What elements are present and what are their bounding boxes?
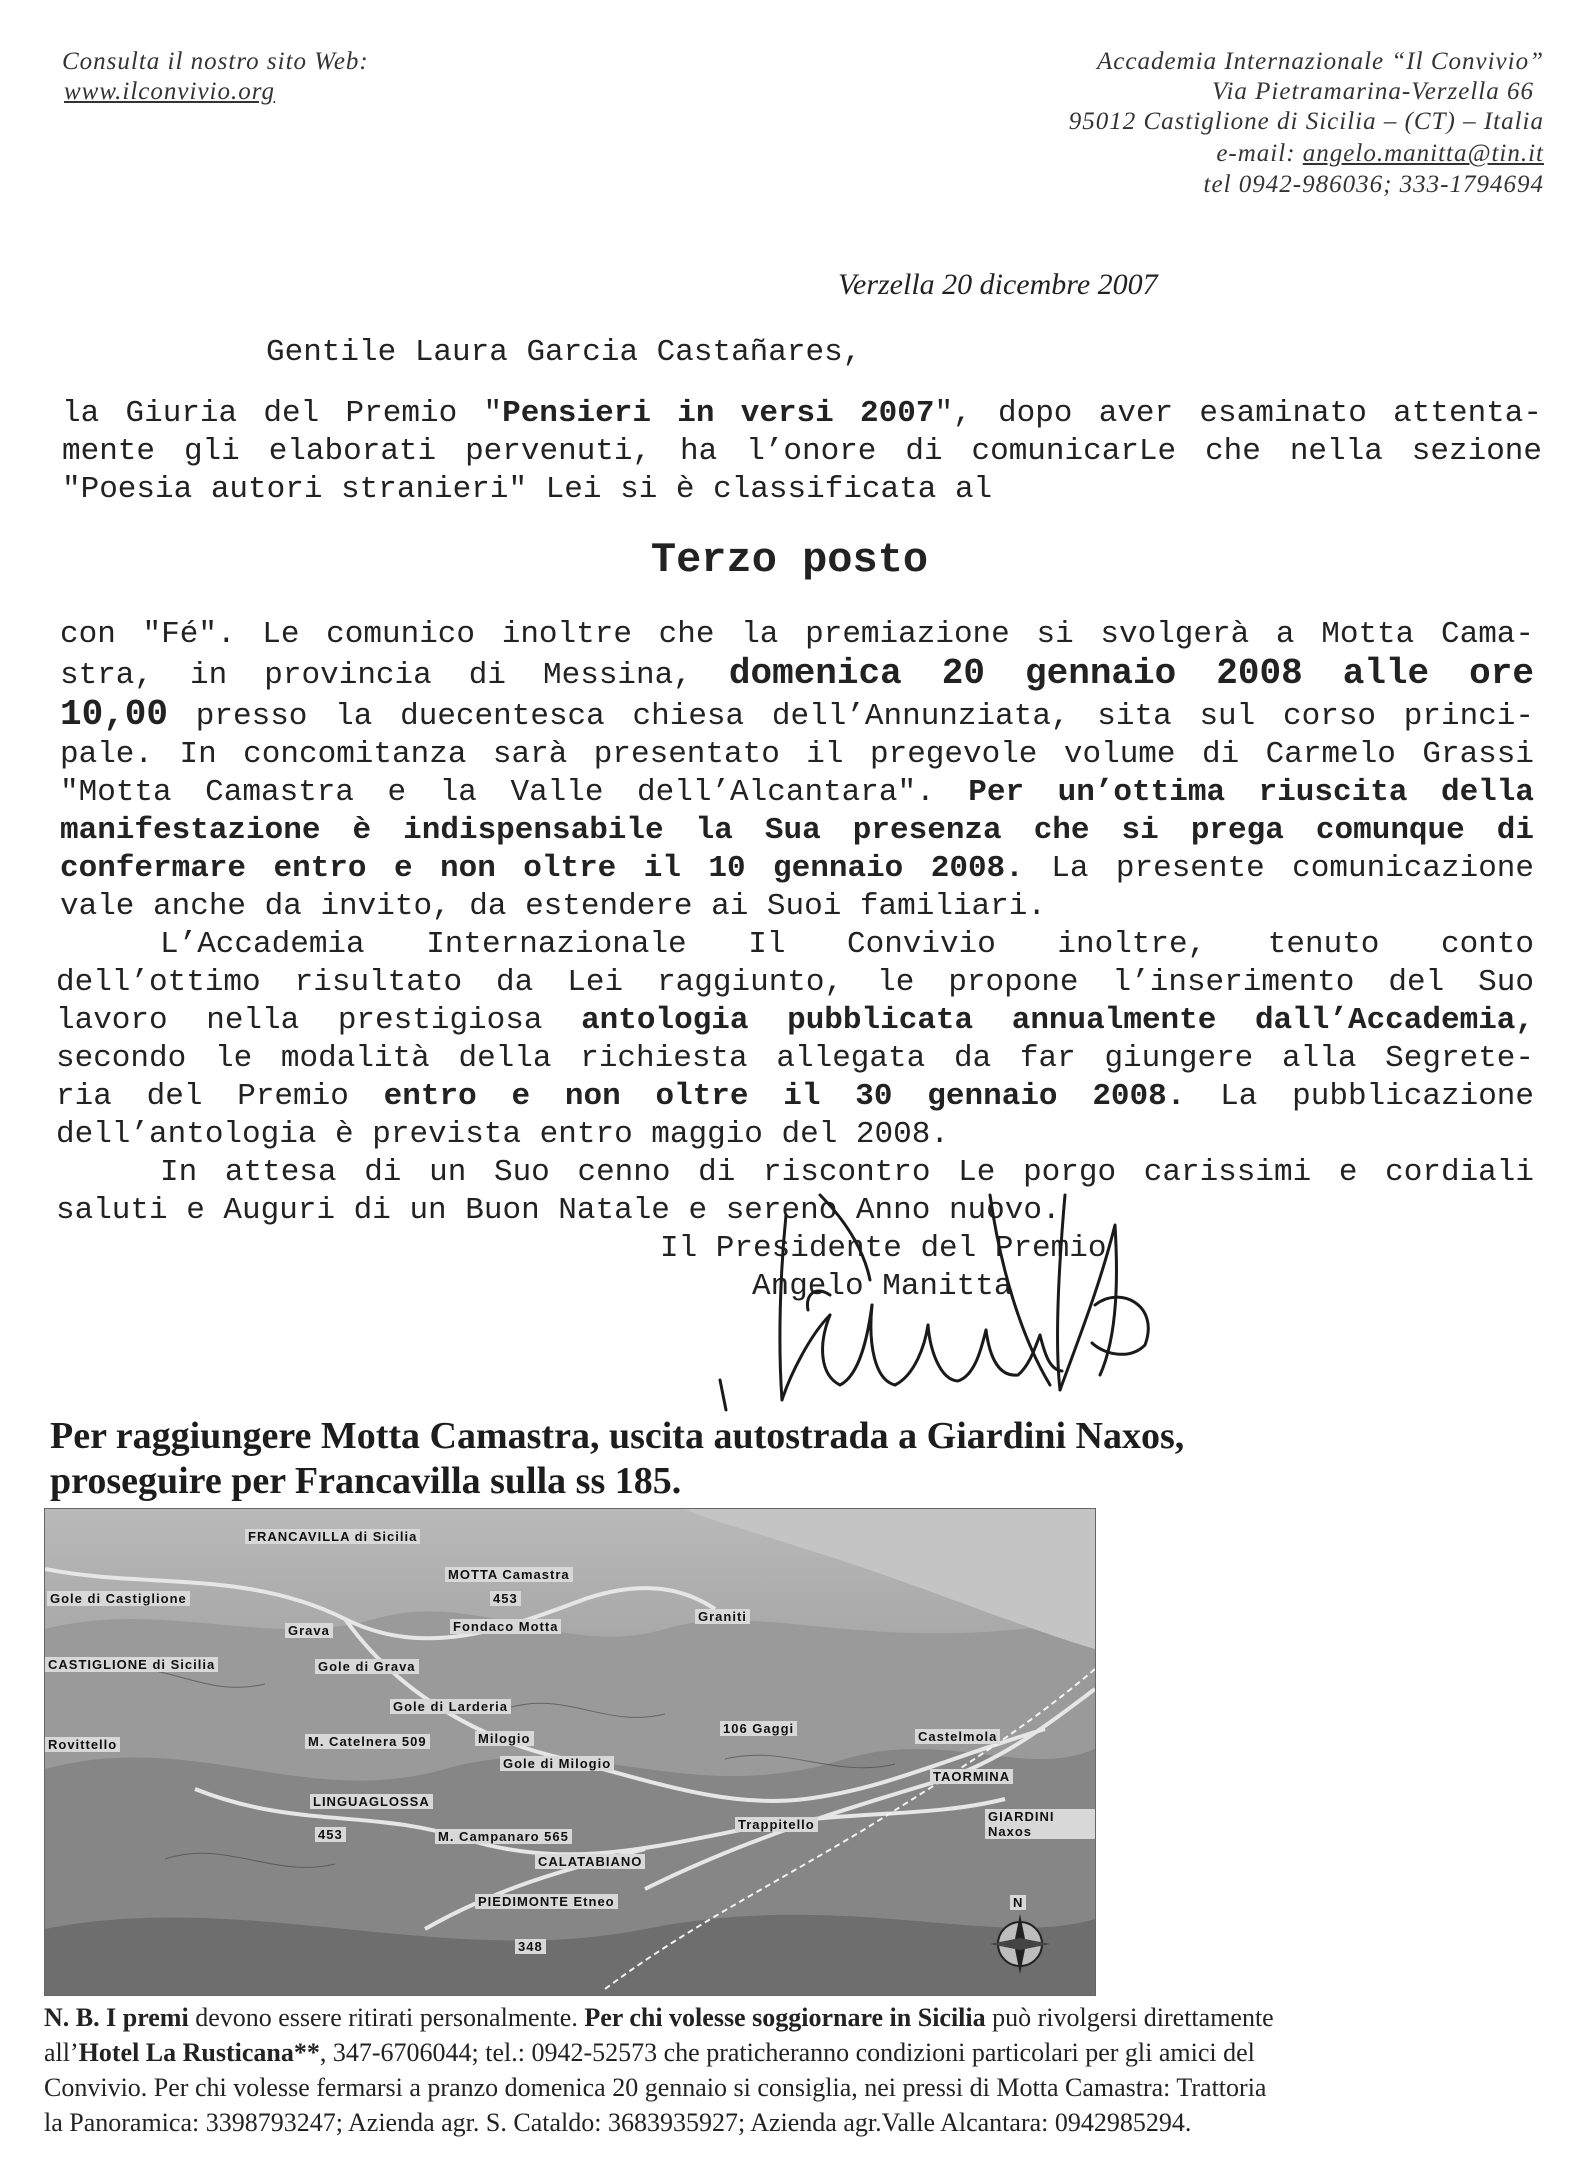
p2-line1: con "Fé". Le comunico inoltre che la premiazione si svolgerà a Motta Cama- bbox=[60, 617, 1534, 652]
map-label-calatabiano: CALATABIANO bbox=[535, 1854, 645, 1869]
signature-role: Il Presidente del Premio bbox=[660, 1231, 1107, 1266]
p4-line1: In attesa di un Suo cenno di riscontro Le porgo carissimi e cordiali bbox=[160, 1155, 1534, 1190]
p2-line6: manifestazione è indispensabile la Sua presenza che si prega comunque di bbox=[60, 813, 1534, 848]
directions-line2: proseguire per Francavilla sulla ss 185. bbox=[50, 1460, 682, 1502]
map-label-gaggi: 106 Gaggi bbox=[720, 1721, 797, 1736]
note-line2: all’Hotel La Rusticana**, 347-6706044; tel.: 0942-52573 che praticheranno condizioni particolari per gli amici del bbox=[44, 2038, 1255, 2067]
map-label-piedimonte: PIEDIMONTE Etneo bbox=[475, 1894, 618, 1909]
placement-title: Terzo posto bbox=[650, 536, 929, 584]
letter-date: Verzella 20 dicembre 2007 bbox=[838, 268, 1158, 301]
note-block bbox=[44, 2000, 1524, 2140]
p2-line5: "Motta Camastra e la Valle dell’Alcantara". Per un’ottima riuscita della bbox=[60, 775, 1534, 810]
map-label-graniti: Graniti bbox=[695, 1609, 750, 1624]
email-link[interactable]: angelo.manitta@tin.it bbox=[1302, 140, 1544, 167]
map-label-castelmola: Castelmola bbox=[915, 1729, 1000, 1744]
p2-line2: stra, in provincia di Messina, domenica 20 gennaio 2008 alle ore bbox=[60, 653, 1534, 694]
map-label-milogio: Milogio bbox=[475, 1731, 534, 1746]
p1-line2: mente gli elaborati pervenuti, ha l’onore di comunicarLe che nella sezione bbox=[62, 434, 1542, 469]
p3-line4: secondo le modalità della richiesta allegata da far giungere alla Segrete- bbox=[56, 1041, 1534, 1076]
salutation: Gentile Laura Garcia Castañares, bbox=[266, 335, 862, 370]
academy-name: Accademia Internazionale “Il Convivio” bbox=[1097, 48, 1544, 75]
handwritten-signature bbox=[700, 1185, 1200, 1425]
note-line1: N. B. I premi devono essere ritirati personalmente. Per chi volesse soggiornare in Sicilia può rivolgersi direttamente bbox=[44, 2003, 1274, 2032]
academy-street: Via Pietramarina-Verzella 66 bbox=[1212, 78, 1534, 105]
ceremony-time: 10,00 bbox=[60, 694, 169, 735]
directions-line1: Per raggiungere Motta Camastra, uscita autostrada a Giardini Naxos, bbox=[50, 1415, 1185, 1457]
map-label-motta-altitude: 453 bbox=[490, 1591, 521, 1606]
p3-line2: dell’ottimo risultato da Lei raggiunto, le propone l’inserimento del Suo bbox=[56, 965, 1534, 1000]
p3-line6: dell’antologia è prevista entro maggio del 2008. bbox=[56, 1117, 949, 1152]
website-caption: Consulta il nostro sito Web: bbox=[62, 48, 369, 75]
map-label-motta: MOTTA Camastra bbox=[445, 1567, 573, 1582]
map-label-taormina: TAORMINA bbox=[930, 1769, 1013, 1784]
p1-line3: "Poesia autori stranieri" Lei si è classificata al bbox=[62, 472, 993, 507]
p3-line3: lavoro nella prestigiosa antologia pubblicata annualmente dall’Accademia, bbox=[56, 1003, 1534, 1038]
map-label-castiglione: CASTIGLIONE di Sicilia bbox=[45, 1657, 218, 1672]
email-label: e-mail: bbox=[1216, 140, 1296, 167]
academy-email bbox=[844, 140, 1544, 168]
ceremony-date: domenica 20 gennaio 2008 alle ore bbox=[728, 653, 1534, 694]
p3-line5: ria del Premio entro e non oltre il 30 gennaio 2008. La pubblicazione bbox=[56, 1079, 1535, 1114]
map-label-giardini: GIARDINI Naxos bbox=[985, 1809, 1095, 1839]
prize-name: Pensieri in versi 2007 bbox=[502, 396, 935, 431]
academy-phone: tel 0942-986036; 333-1794694 bbox=[1203, 171, 1544, 198]
p4-line2: saluti e Auguri di un Buon Natale e sereno Anno nuovo. bbox=[56, 1193, 1061, 1228]
area-map bbox=[44, 1508, 1096, 1996]
map-label-francavilla: FRANCAVILLA di Sicilia bbox=[245, 1529, 420, 1544]
note-line3: Convivio. Per chi volesse fermarsi a pranzo domenica 20 gennaio si consiglia, nei pressi di Motta Camastra: Trattoria bbox=[44, 2073, 1267, 2102]
anthology-offer: antologia pubblicata annualmente dall’Accademia, bbox=[581, 1003, 1534, 1038]
map-label-campanaro: M. Campanaro 565 bbox=[435, 1829, 572, 1844]
map-label-gole-milogio: Gole di Milogio bbox=[500, 1756, 614, 1771]
map-label-linguaglossa: LINGUAGLOSSA bbox=[310, 1794, 433, 1809]
p2-line7: confermare entro e non oltre il 10 gennaio 2008. La presente comunicazione bbox=[60, 851, 1535, 886]
p3-line1: L’Accademia Internazionale Il Convivio inoltre, tenuto conto bbox=[160, 927, 1534, 962]
map-label-trappitello: Trappitello bbox=[735, 1817, 818, 1832]
p2-line3: 10,00 presso la duecentesca chiesa dell’Annunziata, sita sul corso princi- bbox=[60, 694, 1534, 735]
map-label-fondaco: Fondaco Motta bbox=[450, 1619, 561, 1634]
signature-name: Angelo Manitta bbox=[752, 1269, 1013, 1304]
p2-line8: vale anche da invito, da estendere ai Suoi familiari. bbox=[60, 889, 1046, 924]
website-url[interactable]: www.ilconvivio.org bbox=[64, 78, 276, 105]
p1-line1: la Giuria del Premio "Pensieri in versi 2007", dopo aver esaminato attenta- bbox=[62, 396, 1542, 431]
map-label-catelnera: M. Catelnera 509 bbox=[305, 1734, 430, 1749]
map-label-rovittello: Rovittello bbox=[45, 1737, 120, 1752]
academy-city: 95012 Castiglione di Sicilia – (CT) – Italia bbox=[1068, 108, 1544, 135]
map-label-gole-grava: Gole di Grava bbox=[315, 1659, 419, 1674]
hotel-name: Hotel La Rusticana** bbox=[78, 2038, 320, 2067]
map-label-grava: Grava bbox=[285, 1623, 333, 1638]
map-label-altitude-453: 453 bbox=[315, 1827, 346, 1842]
map-label-piedimonte-altitude: 348 bbox=[515, 1939, 546, 1954]
p2-line4: pale. In concomitanza sarà presentato il pregevole volume di Carmelo Grassi bbox=[60, 737, 1534, 772]
map-label-gole-castiglione: Gole di Castiglione bbox=[47, 1591, 190, 1606]
map-label-gole-larderia: Gole di Larderia bbox=[390, 1699, 511, 1714]
note-line4: la Panoramica: 3398793247; Azienda agr. S. Cataldo: 3683935927; Azienda agr.Valle Alcantara: 0942985294. bbox=[44, 2108, 1192, 2137]
map-label-north: N bbox=[1010, 1895, 1026, 1910]
website-link[interactable] bbox=[64, 78, 275, 106]
